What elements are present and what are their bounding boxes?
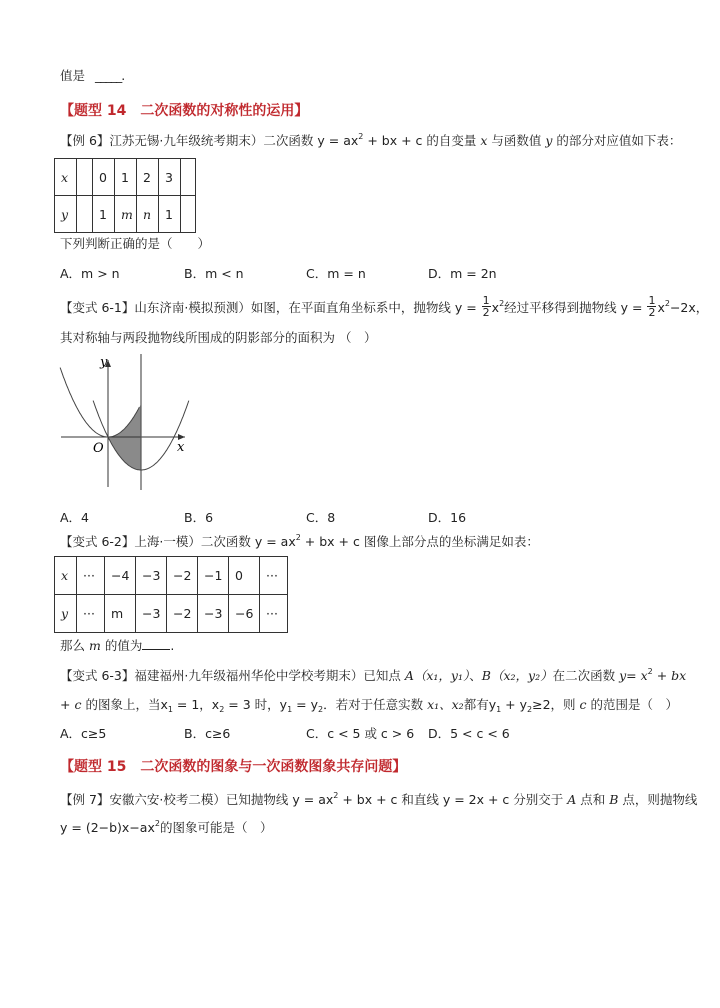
table-cell	[77, 196, 93, 233]
text: −2x，	[669, 300, 709, 315]
subscript: 1	[287, 705, 293, 714]
exponent: 2	[333, 791, 339, 800]
text: ．若对于任意实数	[323, 697, 428, 712]
point-a: A	[404, 668, 414, 683]
variant-6-1-question: 其对称轴与两段抛物线所围成的阴影部分的面积为 （ ）	[60, 330, 377, 345]
table-cell: y	[55, 595, 77, 633]
numerator: 1	[648, 294, 656, 307]
x-axis-label: x	[177, 440, 185, 455]
text: + bx + c 的自变量	[363, 133, 481, 148]
text: x	[491, 300, 500, 315]
table-cell: −3	[136, 595, 167, 633]
option-d[interactable]: D．m = 2n	[428, 266, 497, 281]
table-cell: −1	[198, 557, 229, 595]
option-c[interactable]: C．c < 5 或 c > 6	[306, 726, 415, 741]
table-cell	[181, 159, 196, 196]
text: 在二次函数	[552, 668, 620, 683]
subscript: 2	[219, 705, 225, 714]
text: 的图象上，当x	[81, 697, 168, 712]
table-cell: 3	[159, 159, 181, 196]
table-cell: n	[137, 196, 159, 233]
table-cell: −6	[229, 595, 260, 633]
table-cell	[77, 159, 93, 196]
origin-label: O	[93, 441, 104, 456]
variant-6-3-line-1	[60, 668, 686, 684]
text: = 3 时，y	[224, 697, 288, 712]
table-cell: 0	[229, 557, 260, 595]
subscript: 1	[167, 705, 173, 714]
value-table-variant-6-2	[54, 556, 288, 633]
subscript: 1	[496, 705, 502, 714]
option-a[interactable]: A．4	[60, 510, 90, 525]
text: 、	[469, 668, 482, 683]
table-cell: m	[105, 595, 136, 633]
text: 【变式 6-2】上海·一模）二次函数 y = ax	[60, 534, 296, 549]
example-6-statement	[60, 133, 681, 149]
option-a[interactable]: A．c≥5	[60, 726, 107, 741]
point-b: B	[481, 668, 491, 683]
point-a-coords: （x₁，y₁）	[413, 668, 470, 683]
var-y: y	[545, 133, 553, 148]
option-b[interactable]: B．c≥6	[184, 726, 231, 741]
fragment-text: 值是	[60, 68, 86, 83]
example-6-question: 下列判断正确的是（ ）	[60, 236, 211, 251]
point-b: B	[609, 792, 619, 807]
table-cell: −2	[167, 557, 198, 595]
table-cell: 0	[93, 159, 115, 196]
text: +	[60, 697, 75, 712]
text: ≥2，则	[532, 697, 580, 712]
fraction-one-half	[647, 295, 656, 318]
function: y= x	[619, 668, 648, 683]
section-heading-15: 【题型 15 二次函数的图象与一次函数图象共存问题】	[60, 759, 407, 775]
table-cell: y	[55, 196, 77, 233]
point-a: A	[567, 792, 577, 807]
text: 的值为	[100, 638, 143, 653]
table-row	[55, 196, 196, 233]
table-cell: −2	[167, 595, 198, 633]
denominator: 2	[648, 306, 656, 319]
text: 都有y	[463, 697, 497, 712]
table-cell: ···	[260, 595, 288, 633]
vars: x₁、x₂	[427, 697, 464, 712]
example-7-line-1	[60, 792, 697, 808]
text: 那么	[60, 638, 89, 653]
text: 的图象可能是（ ）	[159, 820, 273, 835]
exponent: 2	[154, 819, 160, 828]
text: + bx + c 图像上部分点的坐标满足如表：	[300, 534, 539, 549]
option-c[interactable]: C．m = n	[306, 266, 366, 281]
text: 的范围是（ ）	[586, 697, 679, 712]
period: .	[170, 638, 175, 653]
table-cell: 1	[159, 196, 181, 233]
point-b-coords: （x₂，y₂）	[490, 668, 553, 683]
exponent: 2	[647, 667, 653, 676]
table-cell: −3	[198, 595, 229, 633]
text: 的部分对应值如下表：	[552, 133, 682, 148]
table-cell: −3	[136, 557, 167, 595]
var-c: c	[74, 697, 82, 712]
variant-6-2-question	[60, 638, 174, 654]
option-d[interactable]: D．16	[428, 510, 467, 525]
text: 点和	[576, 792, 610, 807]
table-cell: x	[55, 557, 77, 595]
table-cell: 1	[93, 196, 115, 233]
exponent: 2	[664, 299, 670, 308]
table-cell	[181, 196, 196, 233]
text: 【变式 6-1】山东济南·模拟预测）如图，在平面直角坐标系中，抛物线 y =	[60, 300, 481, 315]
option-b[interactable]: B．6	[184, 510, 214, 525]
text: 与函数值	[487, 133, 546, 148]
table-cell: m	[115, 196, 137, 233]
text: x	[657, 300, 665, 315]
table-cell: ···	[77, 557, 105, 595]
table-row	[55, 595, 288, 633]
text: 【变式 6-3】福建福州·九年级福州华伦中学校考期末）已知点	[60, 668, 405, 683]
previous-question-tail	[60, 68, 125, 84]
table-cell: −4	[105, 557, 136, 595]
value-table-example-6	[54, 158, 196, 233]
variant-6-2-statement	[60, 534, 539, 550]
option-c[interactable]: C．8	[306, 510, 336, 525]
table-cell: x	[55, 159, 77, 196]
table-cell: ···	[77, 595, 105, 633]
table-row	[55, 557, 288, 595]
denominator: 2	[482, 306, 490, 319]
table-cell: 2	[137, 159, 159, 196]
var-x: x	[480, 133, 488, 148]
text: + bx + c 和直线 y = 2x + c 分别交于	[338, 792, 568, 807]
numerator: 1	[482, 294, 490, 307]
option-a[interactable]: A．m > n	[60, 266, 120, 281]
answer-blank	[142, 639, 170, 650]
option-b[interactable]: B．m < n	[184, 266, 244, 281]
example-7-line-2	[60, 820, 272, 836]
period: .	[121, 68, 126, 83]
table-row	[55, 159, 196, 196]
text: y = (2−b)x−ax	[60, 820, 155, 835]
var-c: c	[579, 697, 587, 712]
text: + y	[501, 697, 528, 712]
text: + bx	[652, 668, 687, 683]
fraction-one-half	[482, 295, 491, 318]
variant-6-3-line-2	[60, 697, 678, 713]
subscript: 2	[527, 705, 533, 714]
var-m: m	[88, 638, 101, 653]
text: 【例 7】安徽六安·校考二模）已知抛物线 y = ax	[60, 792, 334, 807]
text: 点，则抛物线	[618, 792, 698, 807]
text: 经过平移得到抛物线 y =	[504, 300, 647, 315]
y-axis-label: y	[100, 355, 108, 370]
text: 【例 6】江苏无锡·九年级统考期末）二次函数 y = ax	[60, 133, 359, 148]
variant-6-1-statement	[60, 294, 709, 320]
exponent: 2	[295, 533, 301, 542]
subscript: 2	[317, 705, 324, 714]
table-cell: 1	[115, 159, 137, 196]
option-d[interactable]: D．5 < c < 6	[428, 726, 510, 741]
exponent: 2	[499, 299, 505, 308]
section-heading-14: 【题型 14 二次函数的对称性的运用】	[60, 103, 309, 119]
text: = y	[292, 697, 318, 712]
table-cell: ···	[260, 557, 288, 595]
parabola-graph	[55, 352, 195, 492]
answer-blank: _____	[95, 68, 122, 83]
text: = 1，x	[172, 697, 220, 712]
exponent: 2	[358, 132, 364, 141]
